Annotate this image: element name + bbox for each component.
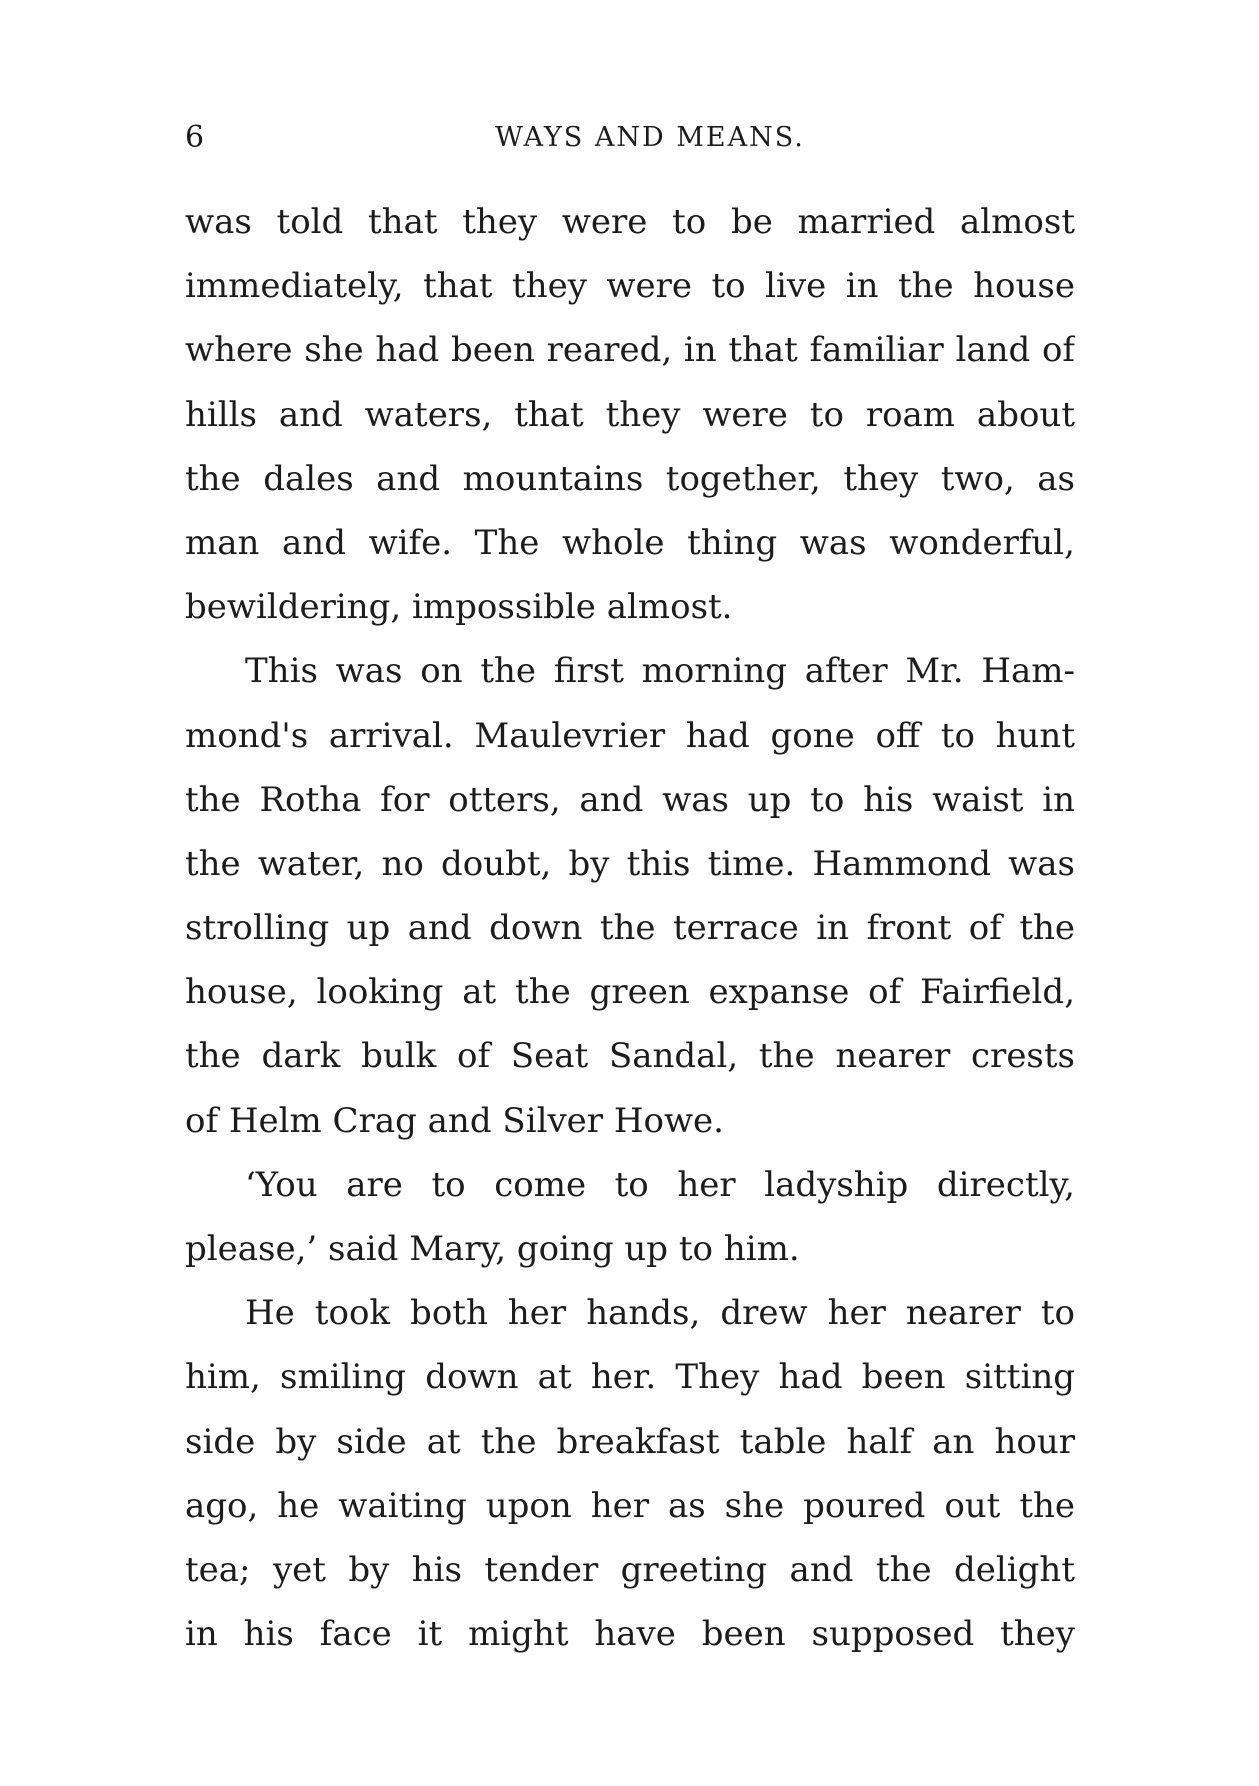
text-line: man and wife. The whole thing was wonderful,: [185, 522, 1075, 563]
running-title: WAYS AND MEANS.: [495, 122, 805, 153]
text-line: the Rotha for otters, and was up to his waist in: [185, 779, 1075, 820]
text-line: where she had been reared, in that familiar land of: [185, 330, 1075, 371]
text-line: in his face it might have been supposed they: [185, 1614, 1075, 1655]
text-line: the water, no doubt, by this time. Hammond was: [185, 843, 1075, 884]
body-text: [185, 190, 1075, 1666]
text-line: This was on the first morning after Mr. Ham-: [245, 651, 1075, 692]
text-line: strolling up and down the terrace in front of the: [185, 908, 1075, 949]
text-line: hills and waters, that they were to roam about: [185, 394, 1075, 435]
text-line: side by side at the breakfast table half an hour: [185, 1421, 1075, 1462]
page-header: [185, 118, 1075, 158]
text-line: was told that they were to be married almost: [185, 202, 1075, 242]
text-line: ‘You are to come to her ladyship directly,: [245, 1164, 1075, 1205]
text-line: of Helm Crag and Silver Howe.: [185, 1100, 724, 1141]
text-line: ago, he waiting upon her as she poured out the: [185, 1485, 1075, 1526]
text-line: the dark bulk of Seat Sandal, the nearer crests: [185, 1036, 1075, 1077]
text-line: house, looking at the green expanse of Fairfield,: [185, 972, 1075, 1013]
text-line: mond's arrival. Maulevrier had gone off to hunt: [185, 715, 1075, 756]
page-number: 6: [185, 120, 205, 155]
text-line: He took both her hands, drew her nearer to: [245, 1293, 1075, 1334]
text-line: please,’ said Mary, going up to him.: [185, 1229, 800, 1269]
text-line: immediately, that they were to live in the house: [185, 266, 1075, 307]
text-line: tea; yet by his tender greeting and the delight: [185, 1549, 1075, 1590]
text-line: bewildering, impossible almost.: [185, 587, 733, 628]
text-line: the dales and mountains together, they two, as: [185, 458, 1075, 499]
text-line: him, smiling down at her. They had been sitting: [185, 1357, 1075, 1398]
